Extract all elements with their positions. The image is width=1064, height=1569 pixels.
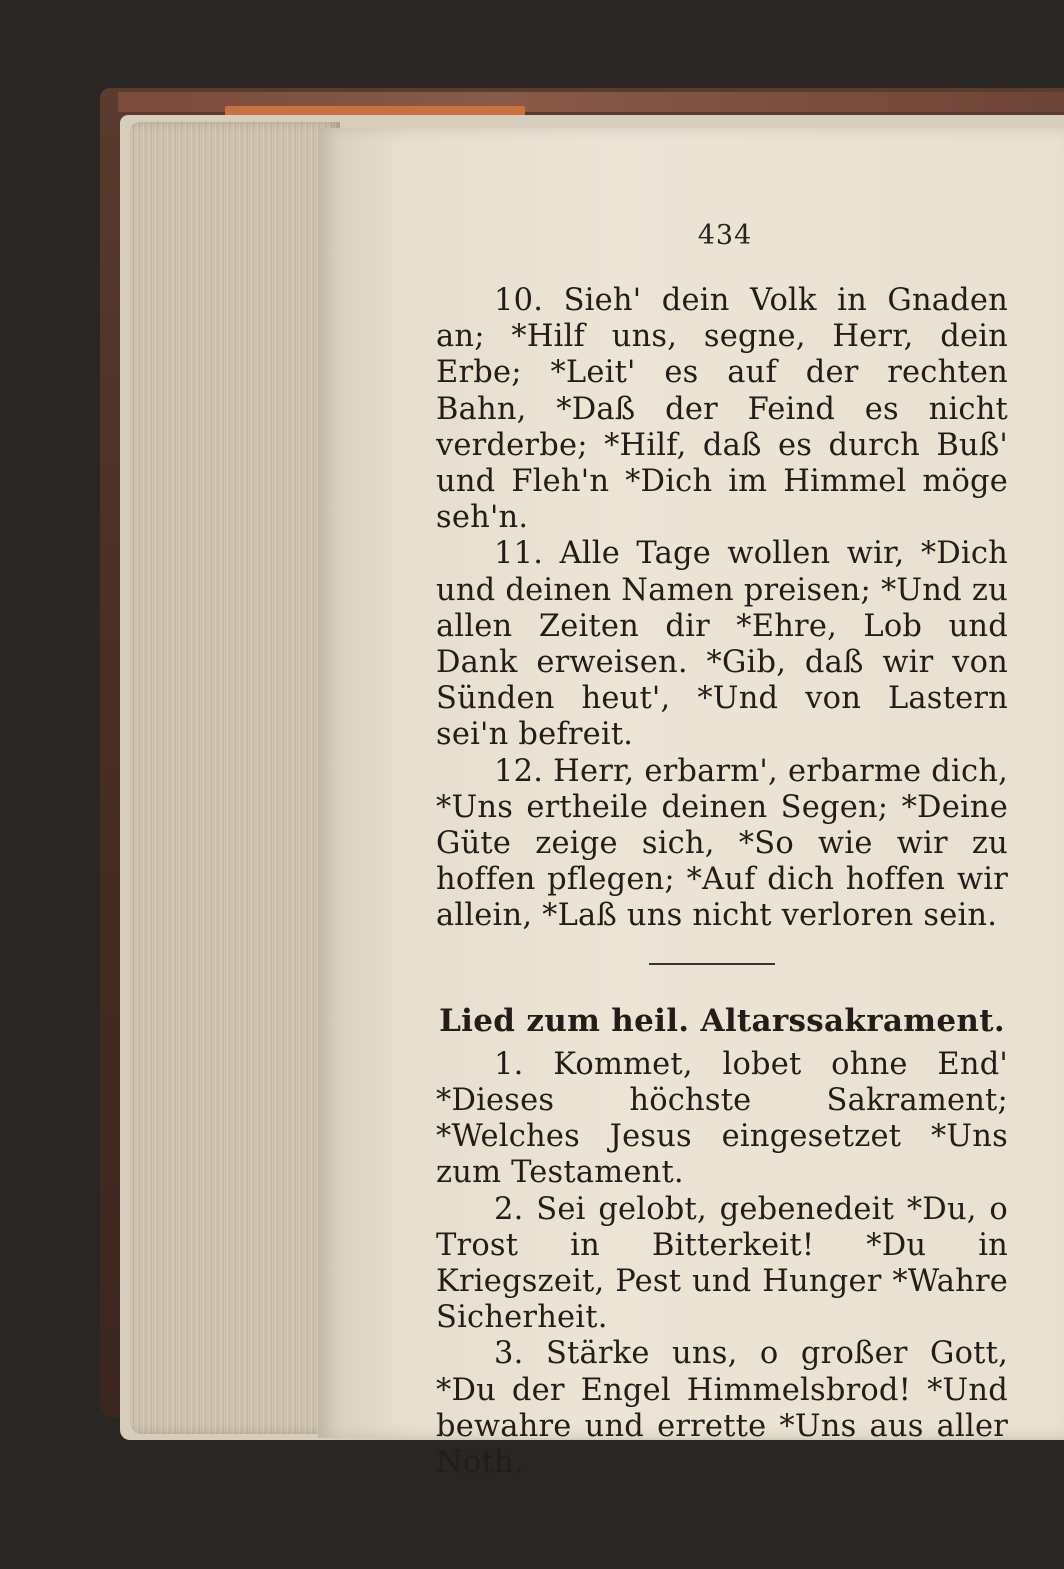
page-number: 434: [697, 220, 753, 251]
stanza-2: 2. Sei gelobt, gebenedeit *Du, o Trost in Bitterkeit! *Du in Kriegszeit, Pest und Hunger *Wahre Sicherheit.: [436, 1191, 1008, 1336]
stanza-12: 12. Herr, erbarm', erbarme dich, *Uns ertheile deinen Segen; *Deine Güte zeige sich, *So wie wir zu hoffen pflegen; *Auf dich hoffen wir allein, *Laß uns nicht verloren sein.: [436, 753, 1008, 934]
section-divider: [649, 963, 775, 965]
page-edges: [130, 122, 340, 1434]
stanza-3: 3. Stärke uns, o großer Gott, *Du der Engel Himmelsbrod! *Und bewahre und errette *Uns aus aller Noth.: [436, 1336, 1008, 1481]
stanza-1: 1. Kommet, lobet ohne End' *Dieses höchste Sakrament; *Welches Jesus eingesetzet *Uns zum Testament.: [436, 1046, 1008, 1191]
stanza-11: 11. Alle Tage wollen wir, *Dich und deinen Namen preisen; *Und zu allen Zeiten dir *Ehre, Lob und Dank erweisen. *Gib, daß wir von Sünden heut', *Und von Lastern sei'n befreit.: [436, 536, 1008, 753]
hymn-title: Lied zum heil. Altarssakrament.: [439, 1002, 1005, 1039]
page-text: [436, 283, 1008, 1481]
stanza-10: 10. Sieh' dein Volk in Gnaden an; *Hilf uns, segne, Herr, dein Erbe; *Leit' es auf der rechten Bahn, *Daß der Feind es nicht verderbe; *Hilf, daß es durch Buß' und Fleh'n *Dich im Himmel möge seh'n.: [436, 283, 1008, 536]
